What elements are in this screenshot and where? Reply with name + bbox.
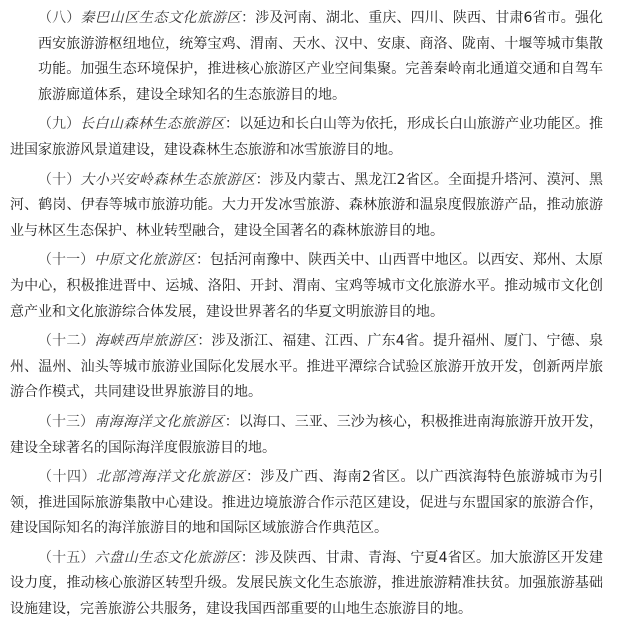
section-title: 南海海洋文化旅游区 [94,413,225,430]
section-number: （十五） [38,549,95,566]
section-body: ：以延边和长白山等为依托，形成长白山旅游产业功能区。推进国家旅游风景道建设，建设森林生态旅游和冰雪旅游目的地。 [10,116,603,158]
section-title: 海峡西岸旅游区 [94,333,198,350]
section-body: ：涉及广西、海南2省区。以广西滨海特色旅游城市为引领，推进国际旅游集散中心建设。推进边境旅游合作示范区建设，促进与东盟国家的旅游合作，建设国际知名的海洋旅游目的地和国际区域旅游合作典范区。 [10,469,604,537]
section-title: 大小兴安岭森林生态旅游区 [80,171,256,188]
section-number: （十一） [38,252,95,269]
paragraph [10,546,603,623]
section-number: （十三） [38,413,95,430]
section-number: （十） [38,171,81,188]
paragraph [10,329,603,406]
section-title: 中原文化旅游区 [94,252,196,269]
paragraph [10,248,603,325]
section-number: （十四） [38,469,97,486]
section-body: ：以海口、三亚、三沙为核心，积极推进南海旅游开放开发，建设全球著名的国际海洋度假旅游目的地。 [10,413,604,456]
paragraph [10,6,603,108]
section-title: 长白山森林生态旅游区 [80,116,225,133]
section-title: 秦巴山区生态文化旅游区 [80,10,242,26]
section-number: （八） [38,10,81,26]
paragraph [10,465,603,542]
section-body: ：包括河南豫中、陕西关中、山西晋中地区。以西安、郑州、太原为中心，积极推进晋中、运城、洛阳、开封、渭南、宝鸡等城市文化旅游水平。推动城市文化创意产业和文化旅游综合体发展，建设世界著名的华夏文明旅游目的地。 [10,252,604,320]
paragraph [10,410,603,461]
section-title: 六盘山生态文化旅游区 [94,549,241,566]
section-body: ：涉及内蒙古、黑龙江2省区。全面提升塔河、漠河、黑河、鹤岗、伊春等城市旅游功能。大力开发冰雪旅游、森林旅游和温泉度假旅游产品，推动旅游业与林区生态保护、林业转型融合，建设全国著名的森林旅游目的地。 [10,171,604,239]
section-body: ：涉及浙江、福建、江西、广东4省。提升福州、厦门、宁德、泉州、温州、汕头等城市旅游业国际化发展水平。推进平潭综合试验区旅游开放开发，创新两岸旅游合作模式，共同建设世界旅游目的地。 [10,333,604,401]
section-title: 北部湾海洋文化旅游区 [96,469,247,486]
paragraph [10,112,603,163]
section-body: ：涉及陕西、甘肃、青海、宁夏4省区。加大旅游区开发建设力度，推动核心旅游区转型升级。发展民族文化生态旅游，推进旅游精准扶贫。加强旅游基础设施建设，完善旅游公共服务，建设我国西部重要的山地生态旅游目的地。 [10,549,604,618]
paragraph [10,168,603,245]
section-number: （十二） [38,333,95,350]
section-body: ：涉及河南、湖北、重庆、四川、陕西、甘肃6省市。强化西安旅游游枢纽地位，统筹宝鸡、渭南、天水、汉中、安康、商洛、陇南、十堰等城市集散功能。加强生态环境保护，推进核心旅游区产业空间集聚。完善秦岭南北通道交通和自驾车旅游廊道体系，建设全球知名的生态旅游目的地。 [38,10,604,103]
section-number: （九） [38,116,80,133]
